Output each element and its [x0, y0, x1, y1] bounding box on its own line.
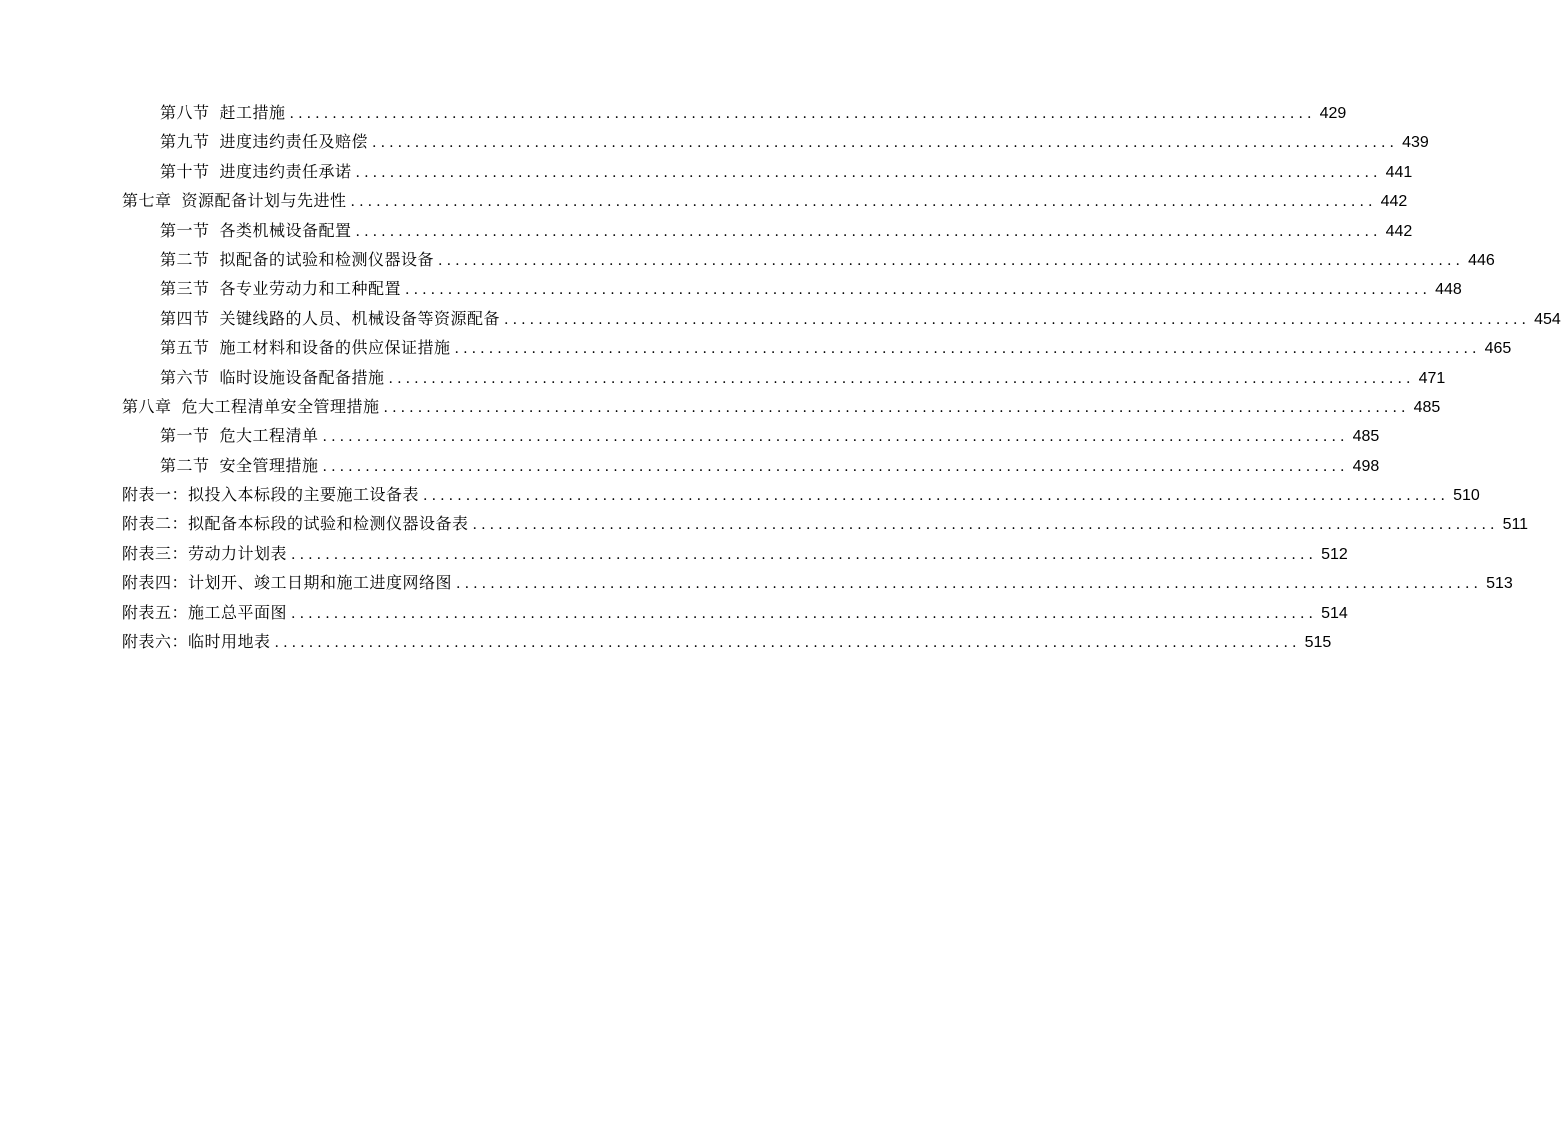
toc-entry-line	[122, 627, 1332, 658]
toc-entry[interactable]	[122, 568, 1513, 597]
toc-entry-title: 劳动力计划表	[188, 543, 288, 563]
toc-entry-label: 第四节	[160, 308, 210, 328]
toc-page-number: 485	[1352, 428, 1380, 446]
toc-entry[interactable]	[160, 245, 1495, 274]
toc-entry-heading	[122, 539, 287, 568]
toc-dot-leader: ........................................................................................................................	[274, 635, 1301, 652]
toc-page-number: 511	[1502, 516, 1529, 534]
toc-entry[interactable]	[160, 363, 1446, 392]
toc-entry-line	[122, 480, 1480, 511]
toc-entry-title: 拟配备的试验和检测仪器设备	[219, 249, 435, 269]
toc-entry-line	[122, 509, 1529, 540]
toc-entry-label: 第一节	[160, 426, 210, 446]
toc-entry-title: 计划开、竣工日期和施工进度网络图	[188, 573, 453, 593]
toc-entry-title: 危大工程清单	[219, 426, 319, 446]
toc-entry-line	[122, 186, 1408, 217]
toc-dot-leader: ........................................................................................................................	[456, 576, 1483, 593]
toc-dot-leader: ........................................................................................................................	[291, 605, 1318, 622]
toc-entry-title: 拟投入本标段的主要施工设备表	[188, 485, 420, 505]
toc-entry-heading	[160, 245, 434, 274]
toc-entry-label: 附表六：	[122, 632, 189, 652]
toc-entry-label: 第八章	[122, 396, 172, 416]
toc-page-number: 513	[1486, 575, 1513, 593]
toc-entry-title: 拟配备本标段的试验和检测仪器设备表	[188, 514, 469, 534]
toc-page-number: 485	[1413, 398, 1441, 416]
toc-entry-title: 施工材料和设备的供应保证措施	[219, 338, 451, 358]
toc-page-number: 514	[1321, 604, 1348, 622]
toc-entry-heading	[122, 186, 347, 215]
toc-dot-leader: ........................................................................................................................	[405, 282, 1432, 299]
toc-entry-title: 进度违约责任承诺	[219, 161, 352, 181]
toc-entry-label: 附表一：	[122, 485, 189, 505]
toc-dot-leader: ........................................................................................................................	[291, 546, 1318, 563]
toc-page-number: 454	[1534, 310, 1561, 328]
toc-entry-line	[160, 127, 1429, 158]
toc-entry-line	[160, 363, 1446, 394]
toc-dot-leader: ........................................................................................................................	[423, 488, 1450, 505]
toc-dot-leader: ........................................................................................................................	[383, 399, 1410, 416]
toc-dot-leader: ........................................................................................................................	[372, 135, 1399, 152]
toc-entry-label: 第二节	[160, 455, 210, 475]
toc-entry-title: 临时用地表	[188, 632, 271, 652]
toc-entry[interactable]	[122, 539, 1348, 568]
toc-entry-heading	[160, 274, 401, 303]
toc-entry[interactable]	[122, 392, 1441, 421]
toc-entry[interactable]	[122, 598, 1348, 627]
toc-page-number: 442	[1380, 193, 1408, 211]
toc-page-number: 442	[1385, 222, 1413, 240]
toc-entry-heading	[160, 421, 319, 450]
toc-entry-title: 关键线路的人员、机械设备等资源配备	[219, 308, 501, 328]
toc-entry-label: 第五节	[160, 338, 210, 358]
toc-entry-label: 第三节	[160, 279, 210, 299]
toc-entry-heading	[160, 333, 451, 362]
toc-entry[interactable]	[160, 333, 1512, 362]
toc-entry-title: 进度违约责任及赔偿	[219, 132, 369, 152]
toc-entry-title: 各类机械设备配置	[219, 220, 352, 240]
toc-entry-title: 临时设施设备配备措施	[219, 367, 385, 387]
toc-dot-leader: ........................................................................................................................	[289, 106, 1316, 122]
toc-entry[interactable]	[160, 157, 1413, 186]
toc-page-number: 429	[1319, 105, 1347, 122]
toc-entry-heading	[122, 392, 380, 421]
toc-entry[interactable]	[160, 274, 1462, 303]
toc-dot-leader: ........................................................................................................................	[504, 311, 1531, 328]
toc-entry-label: 第八节	[160, 103, 210, 122]
toc-page-number: 512	[1321, 545, 1348, 563]
toc-dot-leader: ........................................................................................................................	[322, 429, 1349, 446]
toc-entry-line	[160, 157, 1413, 188]
toc-page-number: 471	[1418, 369, 1446, 387]
toc-entry-line	[122, 598, 1348, 629]
toc-entry-heading	[160, 363, 385, 392]
toc-page-number: 448	[1435, 281, 1462, 299]
toc-entry-line	[160, 304, 1561, 335]
toc-entry-label: 附表五：	[122, 602, 189, 622]
toc-entry-heading	[122, 568, 452, 597]
toc-dot-leader: ........................................................................................................................	[388, 370, 1415, 387]
toc-entry-heading	[160, 451, 319, 480]
toc-entry-line	[160, 245, 1495, 276]
toc-entry-label: 第十节	[160, 161, 210, 181]
toc-entry-heading	[122, 509, 469, 538]
toc-entry-title: 危大工程清单安全管理措施	[181, 396, 380, 416]
toc-dot-leader: ........................................................................................................................	[454, 341, 1481, 358]
toc-entry-line	[160, 421, 1380, 452]
toc-entry-title: 赶工措施	[219, 103, 286, 122]
toc-page-number: 465	[1484, 340, 1512, 358]
toc-entry[interactable]	[160, 304, 1561, 333]
toc-page-number: 510	[1453, 487, 1480, 505]
toc-entry-heading	[122, 598, 287, 627]
toc-entry-label: 第七章	[122, 191, 172, 211]
toc-entry[interactable]	[122, 509, 1529, 538]
toc-dot-leader: ........................................................................................................................	[355, 164, 1382, 181]
toc-entry[interactable]	[160, 98, 1347, 127]
toc-entry[interactable]	[122, 186, 1408, 215]
toc-entry-label: 第二节	[160, 249, 210, 269]
toc-entry-heading	[160, 216, 352, 245]
toc-entry-label: 第九节	[160, 132, 210, 152]
toc-entry-heading	[160, 127, 368, 156]
table-of-contents	[0, 98, 1561, 656]
toc-entry-line	[160, 98, 1347, 129]
toc-entry-heading	[122, 480, 419, 509]
toc-entry[interactable]	[160, 216, 1413, 245]
toc-entry-title: 施工总平面图	[188, 602, 288, 622]
toc-entry-label: 附表四：	[122, 573, 189, 593]
toc-dot-leader: ........................................................................................................................	[438, 252, 1465, 269]
toc-page-number: 439	[1402, 134, 1429, 152]
toc-page-number: 515	[1304, 634, 1332, 652]
toc-entry-label: 附表二：	[122, 514, 189, 534]
toc-entry-title: 安全管理措施	[219, 455, 319, 475]
toc-dot-leader: ........................................................................................................................	[350, 194, 1377, 211]
toc-entry[interactable]	[160, 421, 1380, 450]
toc-entry-line	[160, 216, 1413, 247]
toc-entry-line	[160, 451, 1380, 482]
toc-entry[interactable]	[122, 480, 1480, 509]
toc-entry-line	[160, 333, 1512, 364]
toc-dot-leader: ........................................................................................................................	[322, 458, 1349, 475]
toc-entry-line	[160, 274, 1462, 305]
toc-entry-label: 第六节	[160, 367, 210, 387]
toc-entry-line	[122, 392, 1441, 423]
toc-entry-line	[122, 539, 1348, 570]
toc-entry[interactable]	[160, 451, 1380, 480]
toc-page-number: 498	[1352, 457, 1380, 475]
toc-entry-label: 第一节	[160, 220, 210, 240]
toc-entry-line	[122, 568, 1513, 599]
toc-page-number: 441	[1385, 163, 1413, 181]
toc-entry[interactable]	[122, 627, 1332, 656]
toc-entry-heading	[122, 627, 271, 656]
toc-entry-heading	[160, 157, 352, 186]
toc-entry[interactable]	[160, 127, 1429, 156]
toc-entry-title: 资源配备计划与先进性	[181, 191, 347, 211]
toc-dot-leader: ........................................................................................................................	[472, 517, 1499, 534]
toc-entry-heading	[160, 304, 500, 333]
toc-entry-title: 各专业劳动力和工种配置	[219, 279, 402, 299]
toc-entry-heading	[160, 98, 286, 127]
toc-page-number: 446	[1468, 251, 1495, 269]
toc-entry-label: 附表三：	[122, 543, 189, 563]
toc-dot-leader: ........................................................................................................................	[355, 223, 1382, 240]
